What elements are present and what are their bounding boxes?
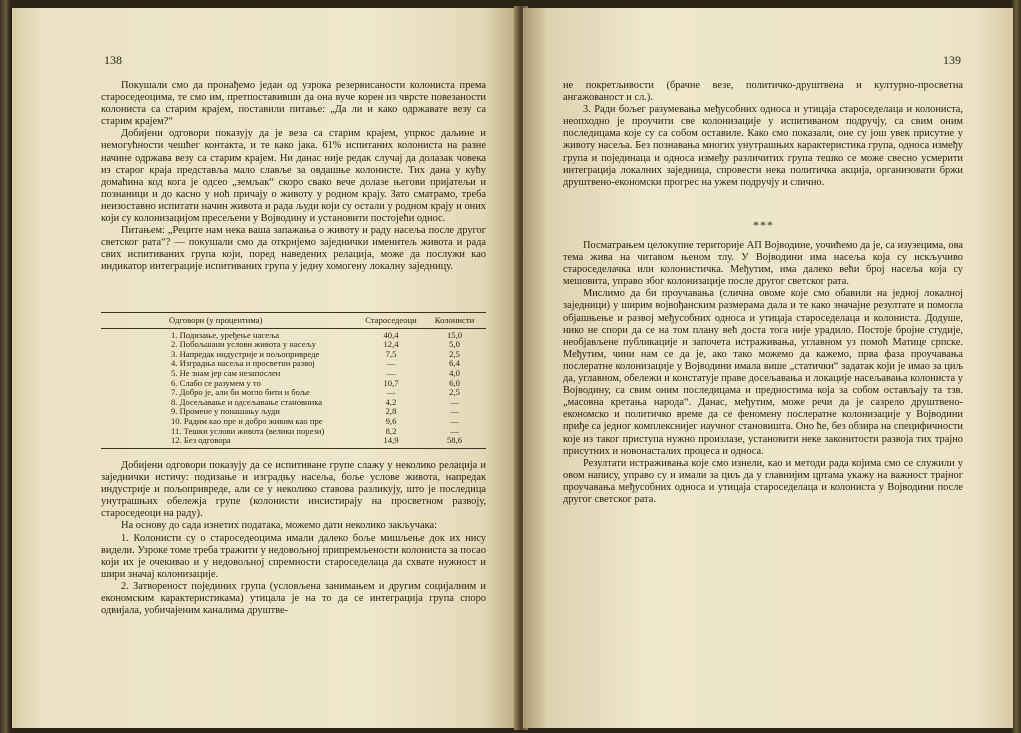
natives-value: — bbox=[386, 367, 396, 378]
col-header-colonists: Колонисти bbox=[434, 315, 475, 325]
natives-value: 9,6 bbox=[385, 415, 397, 426]
colonists-value: — bbox=[450, 425, 459, 436]
colonists-value: 4,0 bbox=[449, 367, 460, 378]
paragraph: Мислимо да би проучавања (слична овоме које смо обавили на једној локалној заједници) у ширим војвођанским размерама дала и те како значајне резултате и помогла објашњење и развој међусобних односа и утицаја староседелаца и колониста. Додуше, нико не спори да се на том плану већ доста тога није урадило. Постоје бројне студије, необјављене публикације и започета истраживања, углавном уз помоћ Матице српске. Међутим, чини нам се да је, ако тако можемо да кажемо, прва фаза проучавања послератне колонизације у Војводини имала више „статички“ задатак који је имао за циљ да, углавном, обележи и констатује праве досељавања и локације насељавања колониста у Војводину, са свим оним последицама и предностима која за собом остављају та тзв. „масовна кретања народа“. Данас, међутим, може речи да је сазрело друштвено-економско и политичко време да се феномену послератне колонизације у Војводини приђе са једног комплекснијег научног становишта. Оно ће, без обзира на специфичности које из таког приступа нужно произлазе, установити неке законитости развоја тих трајно присутних и новонасталих процеса и односа. bbox=[563, 288, 963, 457]
paragraph: Питањем: „Реците нам нека ваша запажања о животу и раду насеља после другог светског рата“? — покушали смо да откријемо заједнички именитељ живота и рада свих испитиваних група који, поред наведених релација, може да послужи као индикатор интеграције испитиваних група у једну хомогену локалну заједницу. bbox=[101, 225, 486, 273]
table-row bbox=[101, 407, 486, 417]
natives-value: 12,4 bbox=[383, 339, 399, 350]
table-row bbox=[101, 388, 486, 398]
natives-value: 14,9 bbox=[383, 435, 399, 446]
natives-value: 40,4 bbox=[383, 329, 399, 340]
left-text-bottom bbox=[101, 460, 486, 617]
paragraph: 3. Ради бољег разумевања међусобних односа и утицаја староседелаца и колониста, неопходно је проучити све колонизације у испитиваном подручју, са свим оним последицама које су са собом оставиле. Како смо показали, оне су још увек присутне у животу насеља. Без познавања многих унутрашњих карактеристика група, односа између група и појединаца и односа између различитих група тешко се може свесно усмерити интеграција локалних заједница, спровести нека политичка акција, организовати бржи друштвено-економски прогрес на ужем подручју и слично. bbox=[563, 104, 963, 188]
natives-value: 7,5 bbox=[385, 348, 397, 359]
left-page bbox=[12, 8, 518, 728]
paragraph: не покретљивости (брачне везе, политичко-друштвена и културно-просветна ангажованост и сл.). bbox=[563, 80, 963, 104]
natives-value: 10,7 bbox=[383, 377, 399, 388]
right-page bbox=[523, 8, 1013, 728]
row-label: 10. Радим као пре и добро живим као пре bbox=[171, 416, 323, 426]
paragraph: Посматрањем целокупне територије АП Војводине, уочићемо да је, са изузецима, ова тема жива на читавом њеном тлу. У Војводини има насеља која су искључиво староседелачка или колонистичка. Међутим, има далеко већи број насеља која су мешовита, управо због колонизације после другог светског рата. bbox=[563, 240, 963, 288]
colonists-value: 2,5 bbox=[449, 387, 460, 398]
paragraph: Добијени одговори показују да се испитиване групе слажу у неколико релација и заједнички истичу: подизање и изградњу насеља, боље услове живота, напредак индустрије и пољопривреде, али се у неколико ставова разликују, што је последица унутрашњих обележја групе (колонисти инсистирају на просветном развоју, староседеоци на раду). bbox=[101, 460, 486, 520]
left-text-top bbox=[101, 80, 486, 274]
paragraph: Резултати истраживања које смо изнели, као и методи рада којима смо се служили у овом напису, управо су и имали за циљ да у главнијим цртама укажу на важност трајног проучавања међусобних односа и утицаја староседелаца и колониста у Војводини после другог светског рата. bbox=[563, 457, 963, 505]
right-text-top bbox=[563, 80, 963, 189]
row-label: 12. Без одговора bbox=[171, 436, 231, 446]
row-label: 8. Досељавање и одсељавање становника bbox=[171, 397, 323, 407]
table-row bbox=[101, 379, 486, 389]
table-row bbox=[101, 340, 486, 350]
natives-value: 4,2 bbox=[385, 396, 397, 407]
natives-value: 8,2 bbox=[385, 425, 397, 436]
paragraph: 1. Колонисти су о староседеоцима имали далеко боље мишљење док их нису видели. Узроке томе треба тражити у недовољној припремљености колониста за посао који их је очекивао и у недовољној спремности староседелаца да схвате нужност и шири значај колонизације. bbox=[101, 532, 486, 580]
table-row bbox=[101, 427, 486, 437]
row-label: 6. Слабо се разумем у то bbox=[171, 378, 261, 388]
table-bottom-rule bbox=[101, 448, 486, 449]
row-label: 2. Побољшани услови живота у насељу bbox=[171, 340, 316, 350]
row-label: 5. Не знам јер сам незапослен bbox=[171, 368, 281, 378]
paragraph: Покушали смо да пронађемо један од узрока резервисаности колониста према староседеоцима, те смо им, претпоставивши да она вуче корен из чврсте повезаности колониста са старим крајем, поставили питање: „Да ли и како одржавате везу са старим крајем?“ bbox=[101, 80, 486, 128]
row-label: 9. Промене у понашању људи bbox=[171, 407, 280, 417]
table-row bbox=[101, 331, 486, 341]
paragraph: Добијени одговори показују да је веза са старим крајем, упркос даљине и немогућности чешћег контакта, и те како јака. 61% испитаних колониста на разне начине одржава везу са старим крајем. Ни данас није редак случај да долазак човека из старог краја представља мало славље за овдашње колонисте. Тих дана у кућу домаћина код кога је одсео „земљак“ скоро свако вече долазе његови пријатељи и познаници и до касно у ноћ причају о животу у родном крају. Зато сматрамо, треба неизоставно испитати начин живота и рада људи који су остали у родном крају и оних који су колонизацијом пресељени у Војводину и установити постојећи однос. bbox=[101, 128, 486, 225]
answers-table bbox=[101, 312, 486, 449]
natives-value: — bbox=[386, 358, 396, 369]
right-text-bottom bbox=[563, 240, 963, 506]
table-row bbox=[101, 350, 486, 360]
row-label: 7. Добро је, али би могло бити и боље bbox=[171, 388, 310, 398]
paragraph: На основу до сада изнетих података, можемо дати неколико закључака: bbox=[121, 520, 438, 532]
table-body bbox=[101, 329, 486, 448]
table-row bbox=[101, 369, 486, 379]
page-number-left: 138 bbox=[104, 53, 122, 67]
col-header-answers: Одговори (у процентима) bbox=[169, 316, 263, 325]
natives-value: — bbox=[386, 387, 396, 398]
colonists-value: 15,0 bbox=[446, 329, 463, 340]
colonists-value: 6,4 bbox=[449, 358, 460, 369]
row-label: 4. Изградња насеља и просветни развој bbox=[171, 359, 315, 369]
row-label: 1. Подизање, уређење насеља bbox=[171, 330, 280, 340]
page-number-right: 139 bbox=[943, 53, 961, 67]
colonists-value: — bbox=[450, 415, 459, 426]
colonists-value: 5,0 bbox=[449, 339, 460, 350]
colonists-value: — bbox=[450, 396, 459, 407]
table-row bbox=[101, 417, 486, 427]
table-header bbox=[101, 313, 486, 328]
row-label: 11. Тешки услови живота (велики порези) bbox=[171, 426, 325, 436]
row-label: 3. Напредак индустрије и пољопривреде bbox=[171, 349, 320, 359]
colonists-value: — bbox=[450, 406, 459, 417]
col-header-natives: Староседеоци bbox=[365, 315, 417, 325]
section-separator: *** bbox=[753, 218, 774, 232]
table-row bbox=[101, 398, 486, 408]
natives-value: 2,8 bbox=[385, 406, 397, 417]
colonists-value: 6,0 bbox=[449, 377, 460, 388]
colonists-value: 58,6 bbox=[446, 435, 463, 446]
table-row bbox=[101, 359, 486, 369]
colonists-value: 2,5 bbox=[449, 348, 460, 359]
paragraph: 2. Затвореност појединих група (условљена занимањем и другим социјалним и економским карактеристикама) утицала је на то да се интеграција група споро одвијала, уобичајеним каналима друштве- bbox=[101, 580, 486, 617]
table-row bbox=[101, 436, 486, 446]
